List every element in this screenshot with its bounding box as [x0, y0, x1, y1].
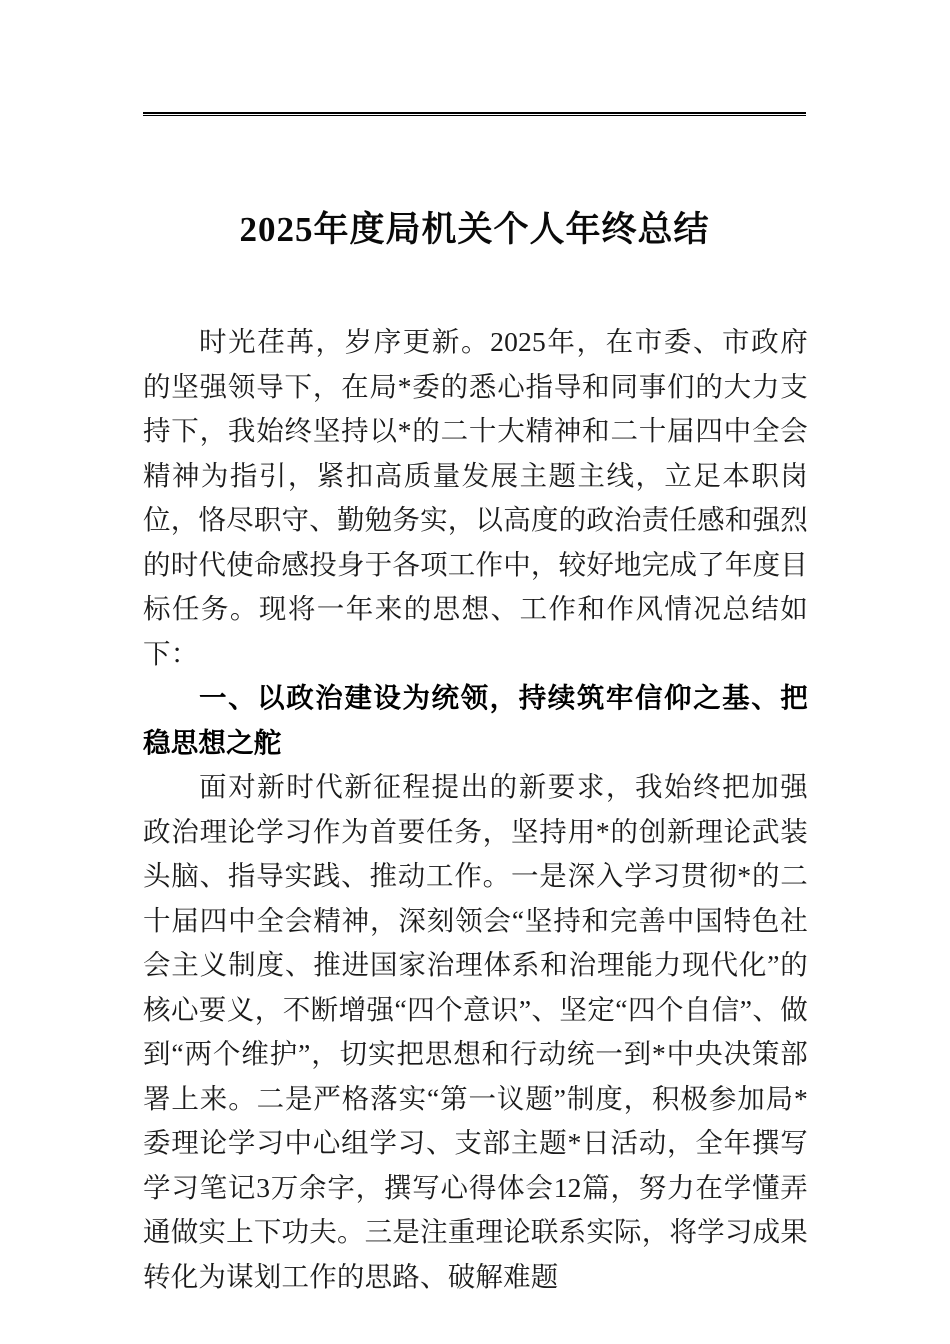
header-rule-thin — [143, 115, 806, 116]
header-rule — [143, 112, 806, 116]
paragraph-section-1-body: 面对新时代新征程提出的新要求，我始终把加强政治理论学习作为首要任务，坚持用*的创新理论武装头脑、指导实践、推动工作。一是深入学习贯彻*的二十届四中全会精神，深刻领会“坚持和完善中国特色社会主义制度、推进国家治理体系和治理能力现代化”的核心要义，不断增强“四个意识”、坚定“四个自信”、做到“两个维护”，切实把思想和行动统一到*中央决策部署上来。二是严格落实“第一议题”制度，积极参加局*委理论学习中心组学习、支部主题*日活动，全年撰写学习笔记3万余字，撰写心得体会12篇，努力在学懂弄通做实上下功夫。三是注重理论联系实际，将学习成果转化为谋划工作的思路、破解难题 — [143, 771, 808, 1292]
header-rule-thick — [143, 112, 806, 114]
paragraph-intro: 时光荏苒，岁序更新。2025年，在市委、市政府的坚强领导下，在局*委的悉心指导和同事们的大力支持下，我始终坚持以*的二十大精神和二十届四中全会精神为指引，紧扣高质量发展主题主线，立足本职岗位，恪尽职守、勤勉务实，以高度的政治责任感和强烈的时代使命感投身于各项工作中，较好地完成了年度目标任务。现将一年来的思想、工作和作风情况总结如下： — [143, 326, 808, 669]
section-heading-1: 一、以政治建设为统领，持续筑牢信仰之基、把稳思想之舵 — [143, 682, 808, 758]
page-title: 2025年度局机关个人年终总结 — [239, 210, 710, 250]
document-body — [143, 320, 808, 1299]
